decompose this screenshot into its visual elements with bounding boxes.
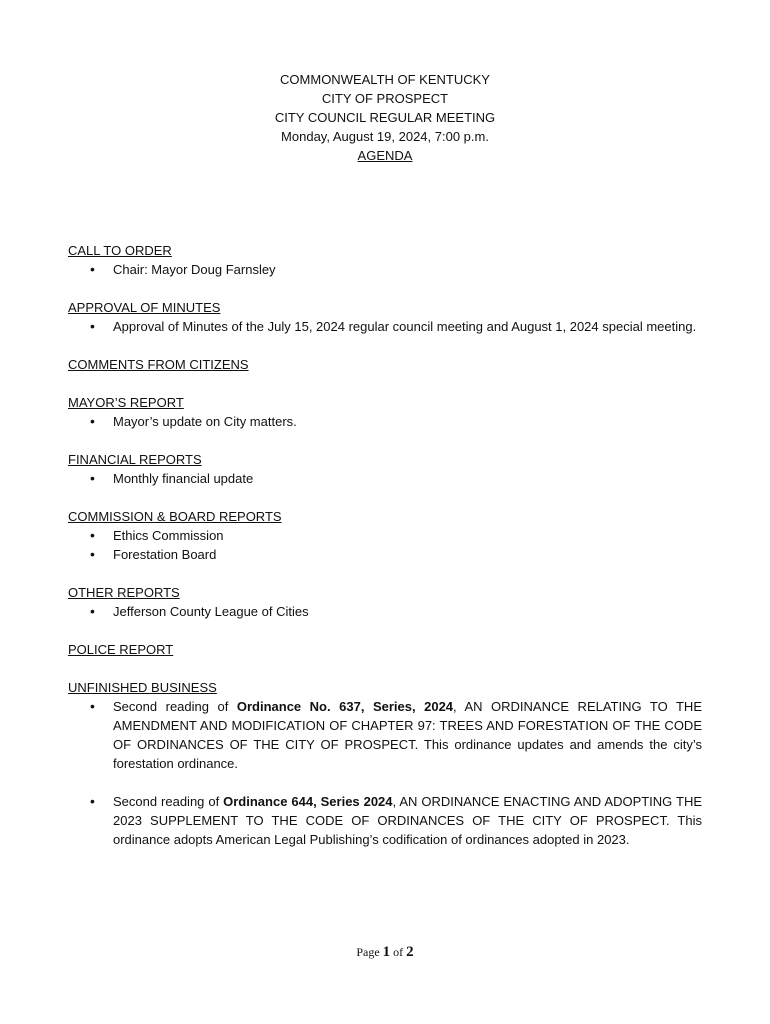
list-item: • Monthly financial update: [68, 469, 702, 488]
list-item: • Ethics Commission: [68, 526, 702, 545]
section-mayors-report: [68, 393, 702, 431]
section-heading: OTHER REPORTS: [68, 585, 180, 600]
section-heading: FINANCIAL REPORTS: [68, 452, 202, 467]
bullet-list: [68, 602, 702, 621]
list-item: • Forestation Board: [68, 545, 702, 564]
section-police-report: [68, 640, 702, 659]
section-heading: MAYOR’S REPORT: [68, 395, 184, 410]
section-heading: CALL TO ORDER: [68, 243, 172, 258]
page-word: Page: [356, 945, 380, 959]
agenda-title: AGENDA: [357, 148, 413, 163]
item-text: Second reading of: [113, 794, 224, 809]
header-meeting-type: CITY COUNCIL REGULAR MEETING: [274, 110, 496, 125]
section-heading: APPROVAL OF MINUTES: [68, 300, 221, 315]
list-item: • Chair: Mayor Doug Farnsley: [68, 260, 702, 279]
header-city: CITY OF PROSPECT: [321, 91, 449, 106]
agenda-body: [68, 241, 702, 868]
ordinance-reference: Ordinance 644, Series 2024: [223, 794, 393, 809]
bullet-list: [68, 526, 702, 564]
ordinance-reference: Ordinance No. 637, Series, 2024: [236, 699, 454, 714]
section-comments-from-citizens: [68, 355, 702, 374]
bullet-list: [68, 317, 702, 336]
list-item: • Approval of Minutes of the July 15, 2024 regular council meeting and August 1, 2024 special meeting.: [68, 317, 702, 336]
section-financial-reports: [68, 450, 702, 488]
page-footer: [0, 944, 770, 961]
bullet-list: [68, 469, 702, 488]
page-total: 2: [406, 944, 414, 960]
list-item-ordinance-644: [68, 792, 702, 849]
section-heading: COMMENTS FROM CITIZENS: [68, 357, 249, 372]
bullet-list: [68, 697, 702, 849]
header-date: Monday, August 19, 2024, 7:00 p.m.: [281, 129, 489, 144]
section-heading: POLICE REPORT: [68, 642, 174, 657]
section-call-to-order: [68, 241, 702, 279]
header-commonwealth: COMMONWEALTH OF KENTUCKY: [280, 72, 490, 87]
section-heading: UNFINISHED BUSINESS: [68, 680, 217, 695]
section-commission-board-reports: [68, 507, 702, 564]
item-text: , AN ORDINANCE RELATING TO THE AMENDMENT AND MODIFICATION OF CHAPTER 97: TREES AND FORESTATION OF THE CODE OF ORDINANCES OF THE CITY OF PROSPECT. This ordinance updates and amends the city’s forestation ordinance.: [113, 699, 702, 771]
bullet-list: [68, 412, 702, 431]
list-item: • Jefferson County League of Cities: [68, 602, 702, 621]
list-item: • Mayor’s update on City matters.: [68, 412, 702, 431]
section-approval-of-minutes: [68, 298, 702, 336]
item-text: Second reading of: [113, 699, 237, 714]
list-item-ordinance-637: [68, 697, 702, 773]
section-heading: COMMISSION & BOARD REPORTS: [68, 509, 282, 524]
section-other-reports: [68, 583, 702, 621]
section-unfinished-business: [68, 678, 702, 849]
of-word: of: [393, 945, 404, 959]
page-number: 1: [382, 944, 391, 960]
document-header: [0, 70, 770, 165]
item-text: , AN ORDINANCE ENACTING AND ADOPTING THE 2023 SUPPLEMENT TO THE CODE OF ORDINANCES OF THE CITY OF PROSPECT. This ordinance adopts American Legal Publishing’s codification of ordinances adopted in 2023.: [113, 794, 702, 847]
bullet-list: [68, 260, 702, 279]
